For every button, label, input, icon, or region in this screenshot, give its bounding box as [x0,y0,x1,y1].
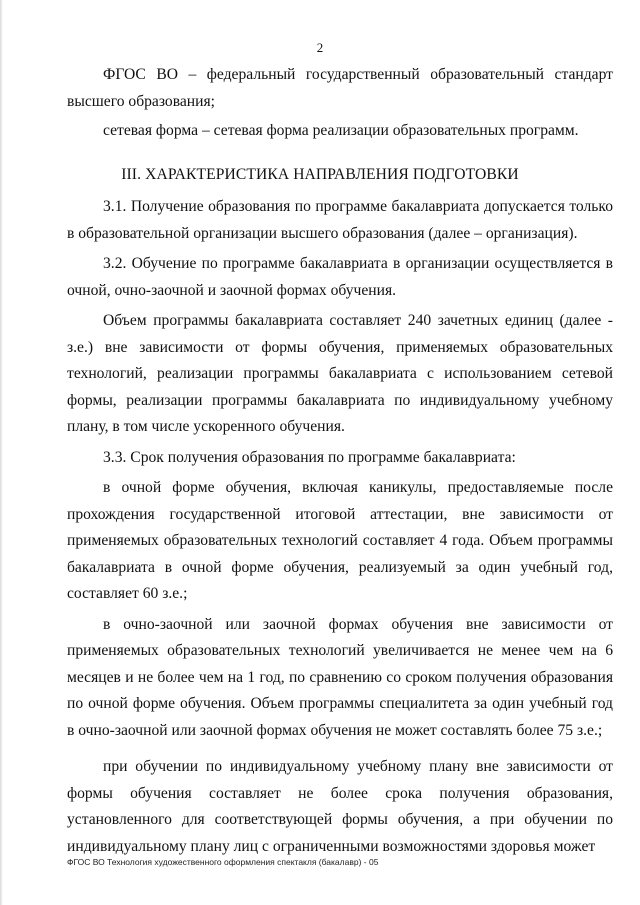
paragraph-part-time: в очно-заочной или заочной формах обучения вне зависимости от применяемых образовательных технологий увеличивается не менее чем на 6 месяцев и не более чем на 1 год, по сравнению со сроком получения образования по очной форме обучения. Объем программы специалитета за один учебный год в очно-заочной или заочной формах обучения не может составлять более 75 з.е.; [67,615,613,739]
definitions-block [67,62,613,145]
paragraph-3-2: 3.2. Обучение по программе бакалавриата в организации осуществляется в очной, очно-заочной и заочной формах обучения. [67,255,613,299]
paragraph-3-1: 3.1. Получение образования по программе бакалавриата допускается только в образовательной организации высшего образования (далее – организация). [67,198,613,242]
definition-network-form: сетевая форма – сетевая форма реализации образовательных программ. [103,122,579,139]
section-heading: III. ХАРАКТЕРИСТИКА НАПРАВЛЕНИЯ ПОДГОТОВКИ [121,166,519,183]
paragraph-3-3: 3.3. Срок получения образования по программе бакалавриата: [103,448,516,466]
page-number: 2 [316,40,324,55]
document-footer: ФГОС ВО Технология художественного оформления спектакля (бакалавр) - 05 [67,857,379,867]
paragraph-individual-plan: при обучении по индивидуальному учебному плану вне зависимости от формы обучения составляет не более срока получения образования, установленного для соответствующей формы обучения, а при обучении по индивидуальному плану лиц с ограниченными возможностями здоровья может [67,758,613,855]
definition-fgos: ФГОС ВО – федеральный государственный образовательный стандарт высшего образования; [67,66,613,110]
paragraph-full-time: в очной форме обучения, включая каникулы, предоставляемые после прохождения государственной итоговой аттестации, вне зависимости от применяемых образовательных технологий составляет 4 года. Объем программы бакалавриата в очной форме обучения, реализуемый за один учебный год, составляет 60 з.е.; [67,479,613,602]
scan-edge-shadow [0,0,3,905]
section-body [67,194,613,860]
paragraph-program-volume: Объем программы бакалавриата составляет 240 зачетных единиц (далее - з.е.) вне зависимости от формы обучения, применяемых образовательных технологий, реализации программы бакалавриата с использованием сетевой формы, реализации программы бакалавриата по индивидуальному учебному плану, в том числе ускоренного обучения. [67,312,613,435]
